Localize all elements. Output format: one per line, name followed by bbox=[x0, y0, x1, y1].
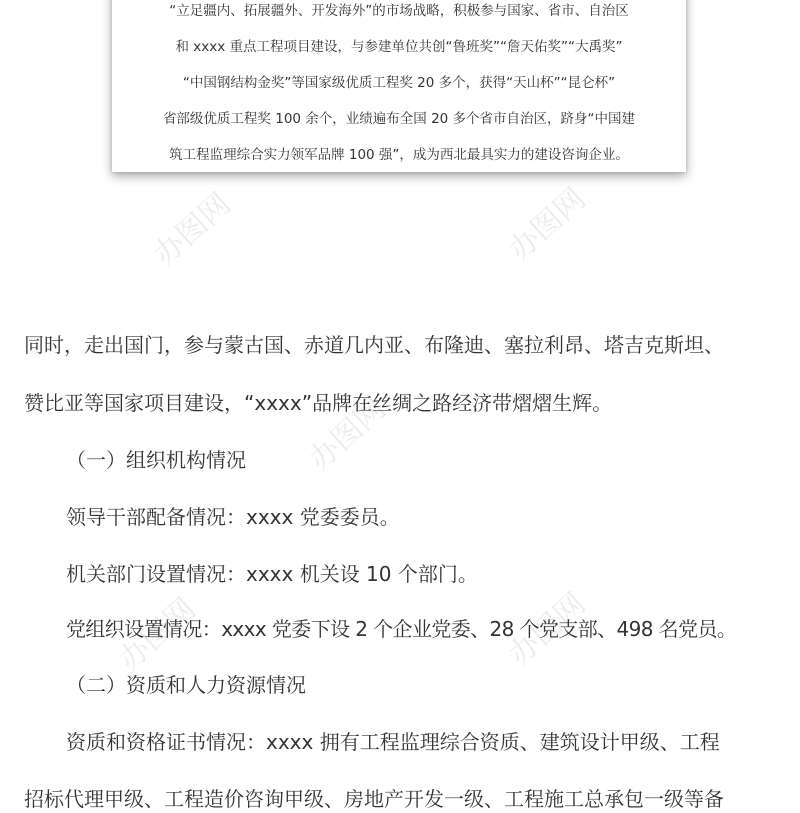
watermark: 办图网 bbox=[502, 586, 593, 673]
paragraph-line: 资质和资格证书情况：xxxx 拥有工程监理综合资质、建筑设计甲级、工程 bbox=[66, 730, 720, 754]
paragraph-line: 赞比亚等国家项目建设，“xxxx”品牌在丝绸之路经济带熠熠生辉。 bbox=[24, 391, 613, 415]
paragraph-line: 领导干部配备情况：xxxx 党委委员。 bbox=[66, 505, 400, 529]
card-line: 和 xxxx 重点工程项目建设，与参建单位共创“鲁班奖”“詹天佑奖”“大禹奖” bbox=[175, 39, 623, 55]
watermark: 办图网 bbox=[502, 181, 593, 268]
paragraph-line: 机关部门设置情况：xxxx 机关设 10 个部门。 bbox=[66, 562, 478, 586]
watermark: 办图网 bbox=[112, 591, 203, 678]
section-heading: （二）资质和人力资源情况 bbox=[66, 673, 306, 697]
section-heading: （一）组织机构情况 bbox=[66, 448, 246, 472]
paragraph-line: 同时，走出国门，参与蒙古国、赤道几内亚、布隆迪、塞拉利昂、塔吉克斯坦、 bbox=[24, 333, 724, 357]
excerpt-card bbox=[112, 0, 686, 172]
card-line: “中国钢结构金奖”等国家级优质工程奖 20 多个，获得“天山杯”“昆仑杯” bbox=[182, 75, 616, 91]
watermark: 办图网 bbox=[147, 186, 238, 273]
paragraph-line: 招标代理甲级、工程造价咨询甲级、房地产开发一级、工程施工总承包一级等备 bbox=[24, 787, 724, 811]
card-line: “立足疆内、拓展疆外、开发海外”的市场战略，积极参与国家、省市、自治区 bbox=[169, 3, 629, 19]
card-line: 省部级优质工程奖 100 余个，业绩遍布全国 20 多个省市自治区，跻身“中国建 bbox=[162, 111, 636, 127]
watermark: 办图网 bbox=[302, 391, 393, 478]
card-line: 筑工程监理综合实力领军品牌 100 强”，成为西北最具实力的建设咨询企业。 bbox=[169, 147, 629, 163]
paragraph-line: 党组织设置情况：xxxx 党委下设 2 个企业党委、28 个党支部、498 名党员。 bbox=[66, 617, 737, 641]
